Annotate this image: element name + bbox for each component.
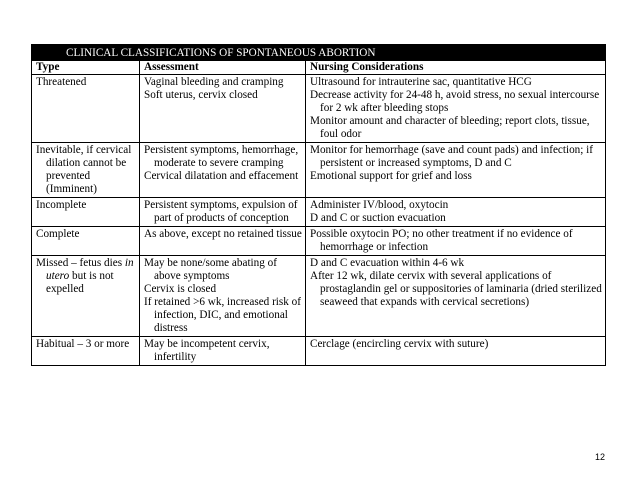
nursing-text: Cerclage (encircling cervix with suture) xyxy=(310,338,489,350)
nursing-text: D and C or suction evacuation xyxy=(310,212,446,224)
nursing-cell xyxy=(306,198,606,227)
assessment-text: Vaginal bleeding and cramping xyxy=(144,76,284,88)
assessment-text: May be none/some abating of above symptoms xyxy=(144,257,277,282)
table-row xyxy=(32,198,606,227)
header-type: Type xyxy=(32,61,140,75)
nursing-cell xyxy=(306,227,606,256)
assessment-text: As above, except no retained tissue xyxy=(144,228,302,240)
type-text: Threatened xyxy=(36,76,87,88)
header-row xyxy=(32,61,606,75)
nursing-text: Possible oxytocin PO; no other treatment if no evidence of hemorrhage or infection xyxy=(310,228,573,253)
type-cell xyxy=(32,198,140,227)
assessment-text: Cervix is closed xyxy=(144,283,217,295)
assessment-text: Soft uterus, cervix closed xyxy=(144,89,258,101)
nursing-cell xyxy=(306,75,606,143)
nursing-text: After 12 wk, dilate cervix with several applications of prostaglandin gel or suppositories of laminaria (dried sterilized seaweed that expands with cervical secretions) xyxy=(310,270,602,308)
type-cell xyxy=(32,75,140,143)
table-title: CLINICAL CLASSIFICATIONS OF SPONTANEOUS ABORTION xyxy=(32,45,606,61)
assessment-cell xyxy=(140,227,306,256)
type-text-part: Missed – fetus dies xyxy=(36,257,125,269)
header-nursing: Nursing Considerations xyxy=(306,61,606,75)
assessment-cell xyxy=(140,143,306,198)
table-row xyxy=(32,337,606,366)
assessment-text: Cervical dilatation and effacement xyxy=(144,170,299,182)
table-row xyxy=(32,227,606,256)
nursing-cell xyxy=(306,337,606,366)
type-cell xyxy=(32,227,140,256)
type-cell xyxy=(32,143,140,198)
type-cell xyxy=(32,337,140,366)
type-cell xyxy=(32,256,140,337)
assessment-cell xyxy=(140,256,306,337)
nursing-text: Decrease activity for 24-48 h, avoid stress, no sexual intercourse for 2 wk after bleeding stops xyxy=(310,89,600,114)
type-text: Complete xyxy=(36,228,80,240)
assessment-text: If retained >6 wk, increased risk of infection, DIC, and emotional distress xyxy=(144,296,301,334)
type-text-part: but is not expelled xyxy=(46,270,114,295)
header-assessment: Assessment xyxy=(140,61,306,75)
type-text-italic: in utero xyxy=(46,257,134,282)
nursing-text: Monitor amount and character of bleeding; report clots, tissue, foul odor xyxy=(310,115,590,140)
assessment-cell xyxy=(140,75,306,143)
assessment-text: May be incompetent cervix, infertility xyxy=(144,338,270,363)
table-title-row xyxy=(32,45,606,61)
assessment-text: Persistent symptoms, hemorrhage, moderate to severe cramping xyxy=(144,144,299,169)
classification-table xyxy=(31,44,606,366)
assessment-text: Persistent symptoms, expulsion of part of products of conception xyxy=(144,199,298,224)
type-text: Inevitable, if cervical dilation cannot be prevented (Imminent) xyxy=(36,144,132,195)
nursing-text: Ultrasound for intrauterine sac, quantitative HCG xyxy=(310,76,532,88)
type-text: Incomplete xyxy=(36,199,87,211)
table-row xyxy=(32,256,606,337)
nursing-cell xyxy=(306,143,606,198)
assessment-cell xyxy=(140,337,306,366)
nursing-text: D and C evacuation within 4-6 wk xyxy=(310,257,465,269)
assessment-cell xyxy=(140,198,306,227)
table-row xyxy=(32,75,606,143)
nursing-text: Administer IV/blood, oxytocin xyxy=(310,199,449,211)
type-text xyxy=(36,257,136,296)
nursing-text: Monitor for hemorrhage (save and count pads) and infection; if persistent or increased symptoms, D and C xyxy=(310,144,594,169)
nursing-text: Emotional support for grief and loss xyxy=(310,170,472,182)
classification-table-wrapper xyxy=(31,44,605,366)
nursing-cell xyxy=(306,256,606,337)
type-text: Habitual – 3 or more xyxy=(36,338,130,350)
table-row xyxy=(32,143,606,198)
page-number: 12 xyxy=(595,452,606,462)
